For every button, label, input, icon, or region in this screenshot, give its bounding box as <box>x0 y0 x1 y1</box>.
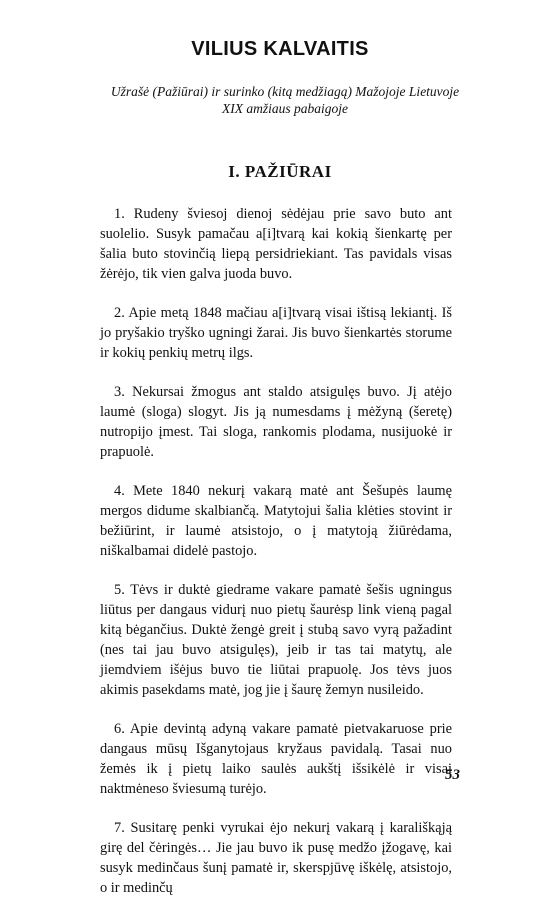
page-number: 53 <box>445 767 460 783</box>
author-heading: VILIUS KALVAITIS <box>191 38 369 60</box>
section-title: I. PAŽIŪRAI <box>228 162 332 181</box>
paragraph-2: 2. Apie metą 1848 mačiau a[i]tvarą visai ištisą lekiantį. Iš jo pryšakio tryško ugningi žarai. Jis buvo šienkartės storume ir kokių penkių metrų ilgs. <box>100 305 452 361</box>
paragraph-6: 6. Apie devintą adyną vakare pamatė pietvakaruose prie dangaus mūsų Išganytojaus kryžaus pavidalą. Tasai nuo žemės ik į pietų laiko saulės aukštį išsikėlė ir visai naktmėneso šviesumą turėjo. <box>100 721 452 797</box>
subtitle-line-1: Užrašė (Pažiūrai) ir surinko (kitą medžiagą) Mažojoje Lietuvoje <box>110 84 460 99</box>
subtitle <box>80 83 490 117</box>
subtitle-line-2: XIX amžiaus pabaigoje <box>222 101 348 116</box>
paragraph-3: 3. Nekursai žmogus ant staldo atsigulęs buvo. Jį atėjo laumė (sloga) slogyt. Jis ją numesdams į mėžyną (šeretę) nutropijo įmest. Tai sloga, rankomis plodama, nusijuokė ir prapuolė. <box>100 384 452 460</box>
body-text <box>100 204 452 917</box>
paragraph-4: 4. Mete 1840 nekurį vakarą matė ant Šešupės laumę mergos didume skalbiančą. Matytojui šalia klėties stovint ir bežiūrint, ir laumė atsistojo, o į matytoją žiūrėdama, niškalbamai didelė pastojo. <box>100 483 452 559</box>
paragraph-1: 1. Rudeny šviesoj dienoj sėdėjau prie savo buto ant suolelio. Susyk pamačau a[i]tvarą kai kokią šienkartę per šalia buto stovinčią liepą persidriekiant. Tas pavidals visas žėrėjo, tik vien galva juoda buvo. <box>100 206 452 282</box>
paragraph-5: 5. Tėvs ir duktė giedrame vakare pamatė šešis ugningus liūtus per dangaus vidurį nuo pietų šaurėsp link vieną pagal kitą bėgančius. Duktė žengė greit į stubą savo vyrą pažadint (nes tai jau buvo atsigulęs), jeib ir tas tai matytų, ale jiemdviem išėjus buvo tie liūtai prapuolę. Jos tėvs juos akimis pasekdams matė, jog jie į šaurę žemyn nusileido. <box>100 582 452 698</box>
paragraph-7: 7. Susitarę penki vyrukai ėjo nekurį vakarą į karališkąją girę del čėringės… Jie jau buvo ik pusę medžo įžogavę, kai susyk medinčaus šunį pamatė ir, skerspjūvę iškėlę, atsistojo, o ir medinčų <box>100 820 452 896</box>
